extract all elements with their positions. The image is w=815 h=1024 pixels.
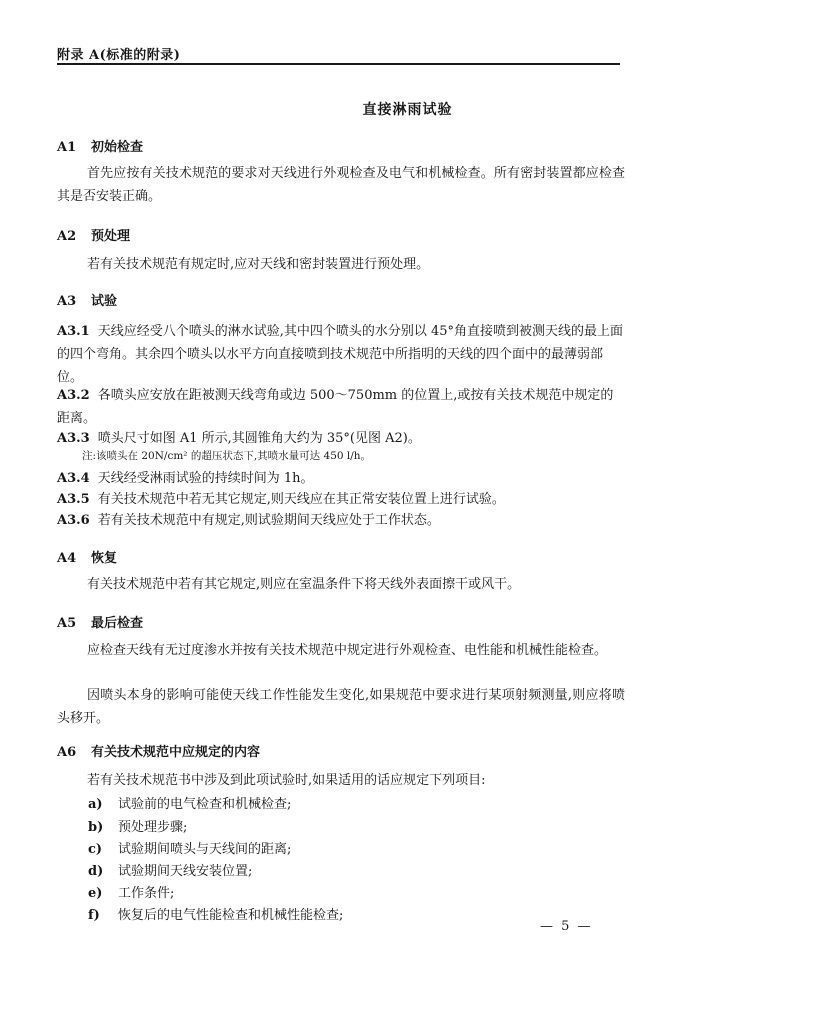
clause-text: 若有关技术规范中有规定,则试验期间天线应处于工作状态。 [97, 513, 440, 528]
section-a2-paragraph: 若有关技术规范有规定时,应对天线和密封装置进行预处理。 [87, 257, 430, 272]
clause-a3-4 [57, 467, 625, 490]
section-number: A1 [57, 140, 77, 155]
section-a3-heading [57, 290, 117, 309]
clause-text: 天线经受淋雨试验的持续时间为 1h。 [97, 471, 314, 486]
section-a4-paragraph: 有关技术规范中若有其它规定,则应在室温条件下将天线外表面擦干或风干。 [87, 577, 521, 592]
header-rule [57, 63, 620, 65]
section-a1-heading [57, 136, 143, 155]
page-number: — 5 — [540, 919, 593, 934]
clause-text: 有关技术规范中若无其它规定,则天线应在其正常安装位置上进行试验。 [97, 492, 505, 507]
clause-a3-5 [57, 488, 625, 511]
list-item [88, 840, 291, 860]
list-item [88, 818, 187, 838]
list-item-label: c) [88, 842, 103, 857]
list-item-text: 工作条件; [118, 886, 175, 901]
document-title: 直接淋雨试验 [362, 102, 453, 118]
clause-text: 天线应经受八个喷头的淋水试验,其中四个喷头的水分别以 45°角直接喷到被测天线的最上面的四个弯角。其余四个喷头以水平方向直接喷到技术规范中所指明的天线的四个面中的最薄弱部位。 [57, 324, 624, 385]
section-a5-heading [57, 612, 143, 631]
clause-a3-1 [57, 320, 625, 389]
section-a6-heading [57, 741, 260, 760]
list-item-text: 试验期间喷头与天线间的距离; [118, 842, 292, 857]
list-item [88, 862, 252, 882]
list-item-text: 预处理步骤; [118, 820, 188, 835]
clause-a3-2 [57, 384, 625, 430]
section-title: 有关技术规范中应规定的内容 [91, 745, 261, 760]
section-title: 预处理 [91, 229, 131, 244]
list-item-label: f) [88, 908, 100, 923]
clause-text: 各喷头应安放在距被测天线弯角或边 500～750mm 的位置上,或按有关技术规范中规定的距离。 [57, 388, 614, 426]
list-item-label: e) [88, 886, 103, 901]
section-number: A3 [57, 294, 77, 309]
section-title: 最后检查 [91, 616, 144, 631]
clause-a3-3 [57, 427, 625, 450]
list-item-text: 试验期间天线安装位置; [118, 864, 253, 879]
section-number: A2 [57, 229, 77, 244]
section-a5-paragraph-1: 应检查天线有无过度渗水并按有关技术规范中规定进行外观检查、电性能和机械性能检查。 [87, 643, 608, 658]
clause-number: A3.4 [57, 471, 90, 486]
clause-number: A3.6 [57, 513, 90, 528]
clause-number: A3.5 [57, 492, 90, 507]
section-a6-intro: 若有关技术规范书中涉及到此项试验时,如果适用的话应规定下列项目: [87, 773, 486, 788]
list-item-text: 恢复后的电气性能检查和机械性能检查; [118, 908, 344, 923]
section-title: 恢复 [91, 551, 118, 566]
list-item-label: d) [88, 864, 104, 879]
list-item [88, 906, 343, 926]
clause-note: 注:该喷头在 20N/cm² 的超压状态下,其喷水量可达 450 l/h。 [82, 450, 372, 462]
section-title: 初始检查 [91, 140, 144, 155]
clause-number: A3.2 [57, 388, 90, 403]
section-a5-paragraph-2: 因喷头本身的影响可能使天线工作性能发生变化,如果规范中要求进行某项射频测量,则应将喷头移开。 [57, 688, 625, 726]
clause-number: A3.3 [57, 431, 90, 446]
list-item-text: 试验前的电气检查和机械检查; [118, 797, 292, 812]
list-item-label: a) [88, 797, 103, 812]
section-a4-heading [57, 547, 117, 566]
section-title: 试验 [91, 294, 118, 309]
page-header: 附录 A(标准的附录) [57, 48, 181, 63]
list-item [88, 795, 291, 815]
clause-number: A3.1 [57, 324, 90, 339]
list-item [88, 884, 174, 904]
section-number: A4 [57, 551, 77, 566]
section-number: A5 [57, 616, 77, 631]
section-number: A6 [57, 745, 77, 760]
list-item-label: b) [88, 820, 104, 835]
clause-a3-6 [57, 509, 625, 532]
section-a1-paragraph: 首先应按有关技术规范的要求对天线进行外观检查及电气和机械检查。所有密封装置都应检查其是否安装正确。 [57, 166, 625, 204]
clause-text: 喷头尺寸如图 A1 所示,其圆锥角大约为 35°(见图 A2)。 [97, 431, 421, 446]
section-a2-heading [57, 225, 130, 244]
